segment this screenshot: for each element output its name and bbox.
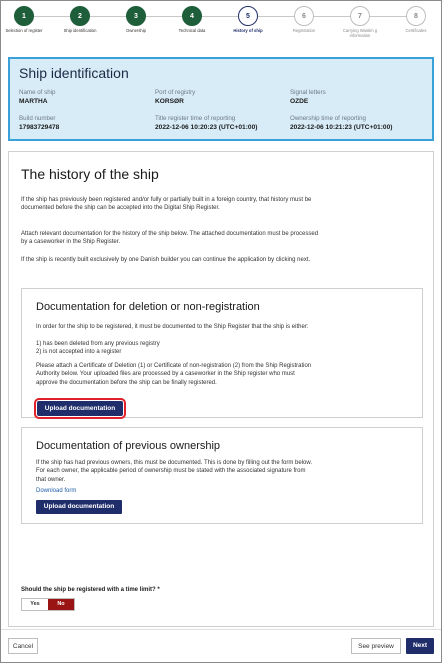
build-number-label: Build number (19, 115, 56, 122)
ownership-section-title: Documentation of previous ownership (36, 440, 221, 452)
cancel-button[interactable]: Cancel (8, 638, 38, 654)
deletion-intro-text: In order for the ship to be registered, it must be documented to the Ship Register that the ship is either: (36, 324, 309, 330)
step-label: Technical data (178, 28, 206, 33)
step-circle: 3 (126, 6, 146, 26)
footer-divider (1, 629, 441, 630)
signal-letters-field (290, 89, 326, 105)
name-of-ship-value: MARTHA (19, 98, 48, 105)
step-circle: 6 (294, 6, 314, 26)
step-registration (277, 6, 331, 33)
step-circle: 5 (238, 6, 258, 26)
deletion-section-title: Documentation for deletion or non-registration (36, 301, 260, 313)
step-technical-data[interactable] (165, 6, 219, 33)
time-limit-no-option[interactable]: No (48, 599, 74, 610)
build-number-value: 17983729478 (19, 124, 60, 131)
signal-letters-value: OZDE (290, 98, 309, 105)
step-label: Selection of register (5, 28, 43, 33)
deletion-item-2: 2) is not accepted into a register (36, 349, 122, 355)
step-selection-of-register[interactable] (0, 6, 51, 33)
ownership-time-field (290, 115, 392, 131)
deletion-documentation-section (21, 288, 423, 418)
step-ownership[interactable] (109, 6, 163, 33)
port-of-registry-label: Port of registry (155, 89, 196, 96)
ownership-time-label: Ownership time of reporting (290, 115, 367, 122)
ship-history-card (8, 151, 434, 627)
history-next-text: If the ship is recently built exclusively by one Danish builder you can continue the application by clicking next. (21, 257, 311, 263)
next-button[interactable]: Next (406, 638, 434, 654)
step-label: Carrying Wastim g information (342, 28, 378, 38)
step-label: Certificates (405, 28, 427, 33)
see-preview-button[interactable]: See preview (351, 638, 401, 654)
deletion-item-1: 1) has been deleted from any previous registry (36, 341, 160, 347)
ship-identification-panel (8, 57, 434, 141)
name-of-ship-field (19, 89, 55, 105)
previous-ownership-section (21, 427, 423, 524)
history-attach-text: Attach relevant documentation for the history of the ship below. The attached documentation must be processed by a caseworker in the Ship Register. (21, 231, 319, 246)
step-history-of-ship[interactable] (221, 6, 275, 33)
history-title: The history of the ship (21, 166, 159, 182)
time-limit-question: Should the ship be registered with a time limit? * (21, 587, 160, 593)
download-form-link[interactable]: Download form (36, 488, 77, 494)
step-ship-identification[interactable] (53, 6, 107, 33)
step-carrying-information (333, 6, 387, 38)
step-circle: 8 (406, 6, 426, 26)
time-limit-toggle (21, 598, 75, 611)
step-label: Ship identification (63, 28, 97, 33)
upload-ownership-documentation-button[interactable]: Upload documentation (36, 500, 122, 514)
step-label: History of ship (233, 28, 263, 33)
port-of-registry-value: KORSØR (155, 98, 184, 105)
signal-letters-label: Signal letters (290, 89, 326, 96)
deletion-body-text: Please attach a Certificate of Deletion (1) or Certificate of non-registration (2) from the Ship Registration Authority below. Your uploaded files are processed by a caseworker in the Ship register who must approve the documentation before the ship can be finally registered. (36, 363, 312, 386)
step-circle: 2 (70, 6, 90, 26)
history-intro-text: If the ship has previously been registered and/or fully or partially built in a foreign country, that history must be documented before the ship can be accepted into the Digital Ship Register. (21, 197, 312, 212)
upload-deletion-documentation-button[interactable]: Upload documentation (37, 401, 123, 416)
ownership-body-text: If the ship has had previous owners, this must be documented. This is done by filling out the form below. For each owner, the applicable period of ownership must be stated with the associated signature from that owner. (36, 460, 313, 483)
step-circle: 1 (14, 6, 34, 26)
name-of-ship-label: Name of ship (19, 89, 56, 96)
step-circle: 4 (182, 6, 202, 26)
title-register-time-label: Title register time of reporting (155, 115, 236, 122)
time-limit-yes-option[interactable]: Yes (22, 599, 48, 610)
title-register-time-value: 2022-12-06 10:20:23 (UTC+01:00) (155, 124, 258, 131)
ownership-time-value: 2022-12-06 10:21:23 (UTC+01:00) (290, 124, 393, 131)
progress-stepper (1, 1, 441, 49)
step-circle: 7 (350, 6, 370, 26)
build-number-field (19, 115, 59, 131)
step-label: Ownership (125, 28, 146, 33)
step-label: Registration (292, 28, 316, 33)
title-register-time-field (155, 115, 257, 131)
step-certificates (389, 6, 442, 33)
ship-identification-title: Ship identification (19, 65, 129, 81)
port-of-registry-field (155, 89, 195, 105)
